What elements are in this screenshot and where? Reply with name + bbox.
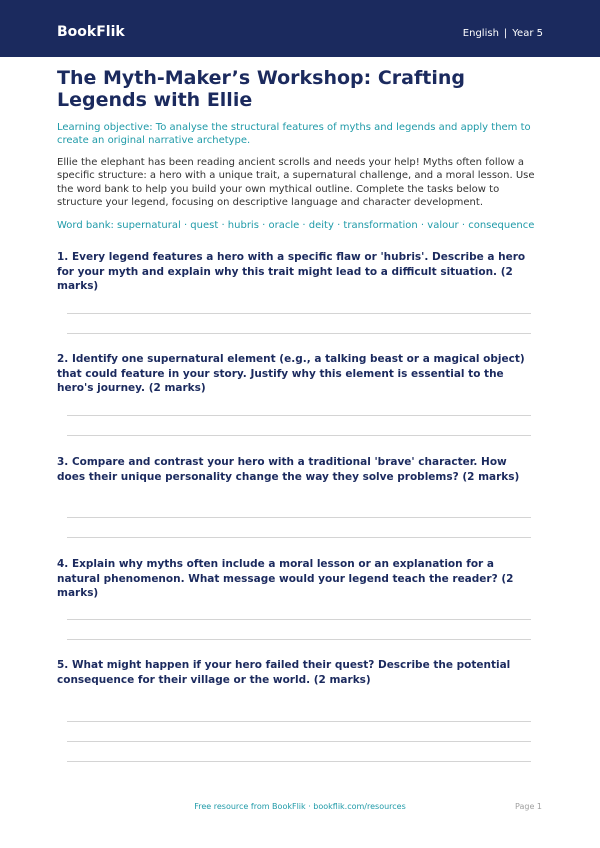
worksheet-title: The Myth-Maker’s Workshop: Crafting Legends with Ellie [57,67,465,111]
word-bank: Word bank: supernatural · quest · hubris · oracle · deity · transformation · valour · consequence [57,220,535,231]
answer-line[interactable] [67,639,531,640]
intro-paragraph: Ellie the elephant has been reading ancient scrolls and needs your help! Myths often follow a specific structure: a hero with a unique trait, a supernatural challenge, and a moral lesson. Use the word bank to help you build your own mythical outline. Complete the tasks below to structure your legend, focusing on descriptive language and character development. [57,157,535,209]
learning-objective: Learning objective: To analyse the structural features of myths and legends and apply them to create an original narrative archetype. [57,122,531,146]
meta-separator: | [503,28,508,39]
page-number: Page 1 [515,802,542,811]
question-4: 4. Explain why myths often include a moral lesson or an explanation for a natural phenomenon. What message would your legend teach the reader? (2 marks) [57,558,514,599]
page-header [0,0,600,57]
year-label: Year 5 [512,28,543,39]
answer-line[interactable] [67,721,531,722]
question-3: 3. Compare and contrast your hero with a traditional 'brave' character. How does their unique personality change the way they solve problems? (2 marks) [57,456,520,483]
answer-line[interactable] [67,435,531,436]
answer-line[interactable] [67,517,531,518]
brand-logo: BookFlik [57,24,125,40]
answer-line[interactable] [67,313,531,314]
answer-line[interactable] [67,333,531,334]
answer-line[interactable] [67,741,531,742]
answer-line[interactable] [67,619,531,620]
question-2: 2. Identify one supernatural element (e.g., a talking beast or a magical object) that could feature in your story. Justify why this element is essential to the hero's journey. (2 marks) [57,353,525,394]
footer-credit: Free resource from BookFlik · bookflik.com/resources [194,802,406,811]
question-5: 5. What might happen if your hero failed their quest? Describe the potential consequence for their village or the world. (2 marks) [57,659,511,686]
answer-line[interactable] [67,537,531,538]
answer-line[interactable] [67,761,531,762]
question-1: 1. Every legend features a hero with a specific flaw or 'hubris'. Describe a hero for your myth and explain why this trait might lead to a difficult situation. (2 marks) [57,251,526,292]
subject-label: English [462,28,499,39]
answer-line[interactable] [67,415,531,416]
subject-year-label [463,27,543,41]
